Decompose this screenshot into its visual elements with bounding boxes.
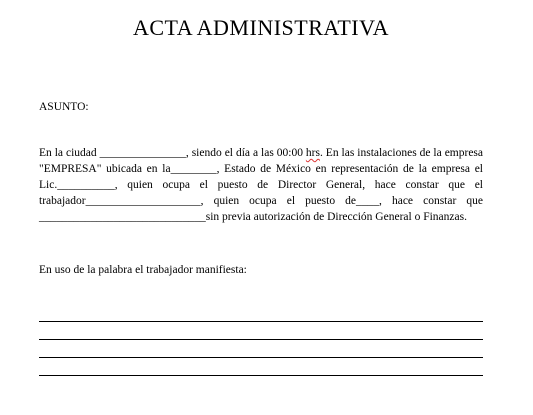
body-text-5: , quien ocupa el puesto de Director General, hace constar que el trabajador	[39, 179, 483, 207]
body-text-hrs: hrs	[305, 147, 320, 159]
body-text-3: . En las instalaciones de la empresa "EMPRESA" ubicada en la	[39, 147, 484, 175]
blank-position: ____	[356, 195, 380, 207]
subject-label: ASUNTO:	[39, 101, 89, 113]
answer-line[interactable]	[39, 357, 483, 358]
blank-worker: ____________________	[85, 195, 201, 207]
body-text-1: En la ciudad	[39, 147, 97, 159]
blank-city: _______________	[99, 147, 186, 159]
answer-line[interactable]	[39, 321, 483, 322]
blank-location: ________	[170, 163, 217, 175]
statement-label: En uso de la palabra el trabajador manifiesta:	[39, 264, 247, 276]
body-text-7: , hace constar que	[379, 195, 483, 207]
answer-line[interactable]	[39, 339, 483, 340]
blank-reason: _____________________________	[39, 211, 206, 223]
blank-lic: __________	[57, 179, 115, 191]
body-text-6: , quien ocupa el puesto de	[200, 195, 357, 207]
answer-line[interactable]	[39, 375, 483, 376]
body-text-8: sin previa autorización de Dirección General o Finanzas.	[205, 211, 467, 223]
body-text-2: , siendo el día a las 00:00	[185, 147, 306, 159]
body-paragraph	[39, 145, 483, 225]
document-title: ACTA ADMINISTRATIVA	[132, 15, 390, 40]
body-text-4: , Estado de México en representación de la empresa el Lic.	[39, 163, 484, 191]
